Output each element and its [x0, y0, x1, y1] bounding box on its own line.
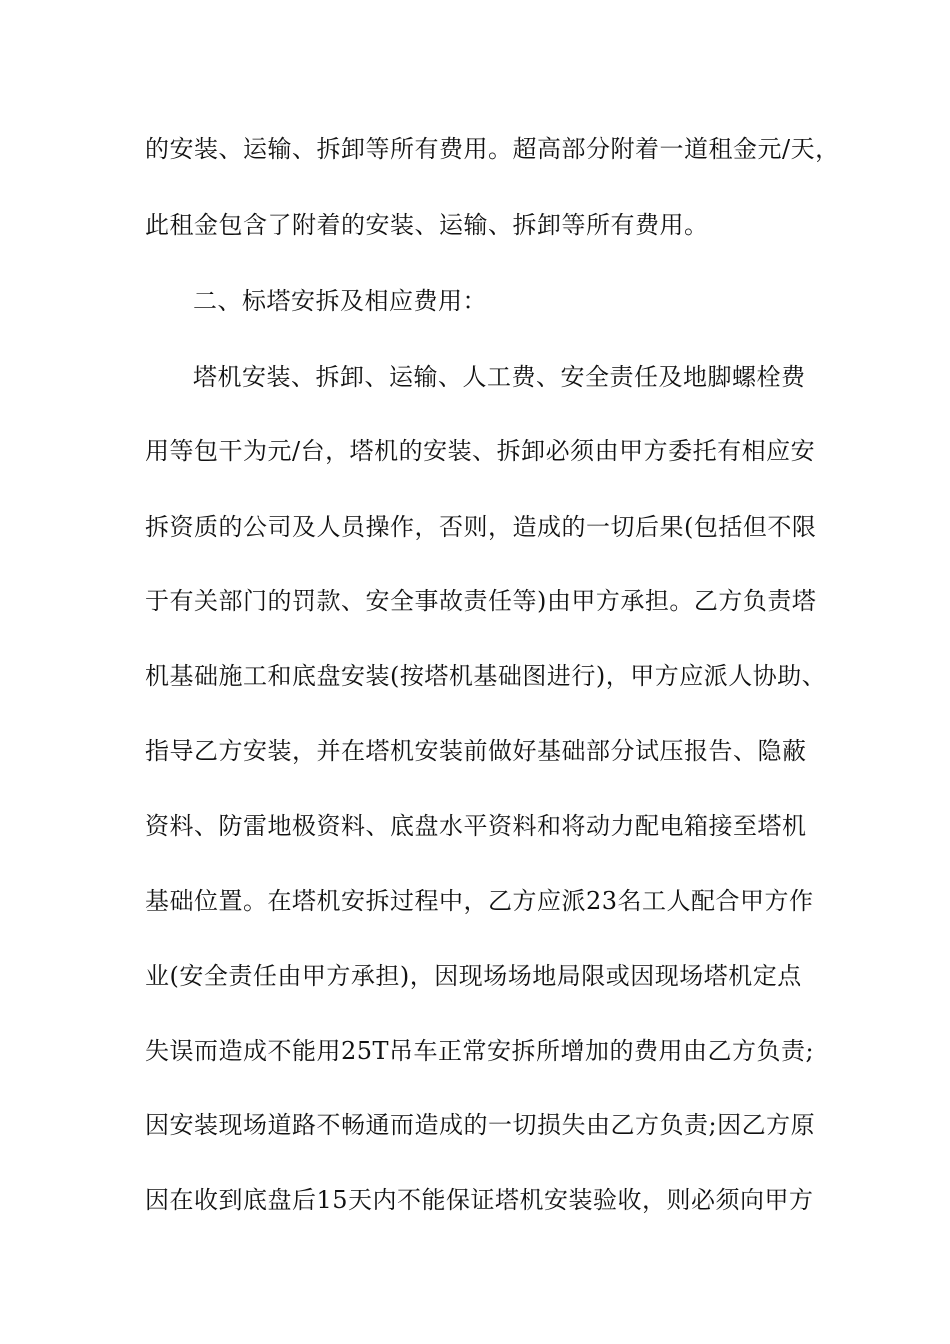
- text-line: 此租金包含了附着的安装、运输、拆卸等所有费用。: [145, 211, 709, 239]
- text-line: 的安装、运输、拆卸等所有费用。超高部分附着一道租金元/天，: [145, 135, 840, 163]
- text-line: 因在收到底盘后15天内不能保证塔机安装验收，则必须向甲方: [145, 1186, 814, 1214]
- section-heading: 二、标塔安拆及相应费用：: [193, 287, 487, 315]
- text-line: 基础位置。在塔机安拆过程中，乙方应派23名工人配合甲方作: [145, 887, 814, 915]
- text-line: 因安装现场道路不畅通而造成的一切损失由乙方负责;因乙方原: [145, 1111, 816, 1139]
- text-line: 业(安全责任由甲方承担)，因现场场地局限或因现场塔机定点: [145, 962, 802, 990]
- text-line: 于有关部门的罚款、安全事故责任等)由甲方承担。乙方负责塔: [145, 587, 817, 615]
- text-line: 机基础施工和底盘安装(按塔机基础图进行)，甲方应派人协助、: [145, 662, 827, 690]
- text-line: 失误而造成不能用25T吊车正常安拆所增加的费用由乙方负责;: [145, 1037, 815, 1065]
- text-line: 用等包干为元/台，塔机的安装、拆卸必须由甲方委托有相应安: [145, 437, 816, 465]
- text-line: 指导乙方安装，并在塔机安装前做好基础部分试压报告、隐蔽: [145, 737, 807, 765]
- text-line: 塔机安装、拆卸、运输、人工费、安全责任及地脚螺栓费: [193, 363, 806, 391]
- text-line: 拆资质的公司及人员操作，否则，造成的一切后果(包括但不限: [145, 513, 817, 541]
- text-line: 资料、防雷地极资料、底盘水平资料和将动力配电箱接至塔机: [145, 812, 807, 840]
